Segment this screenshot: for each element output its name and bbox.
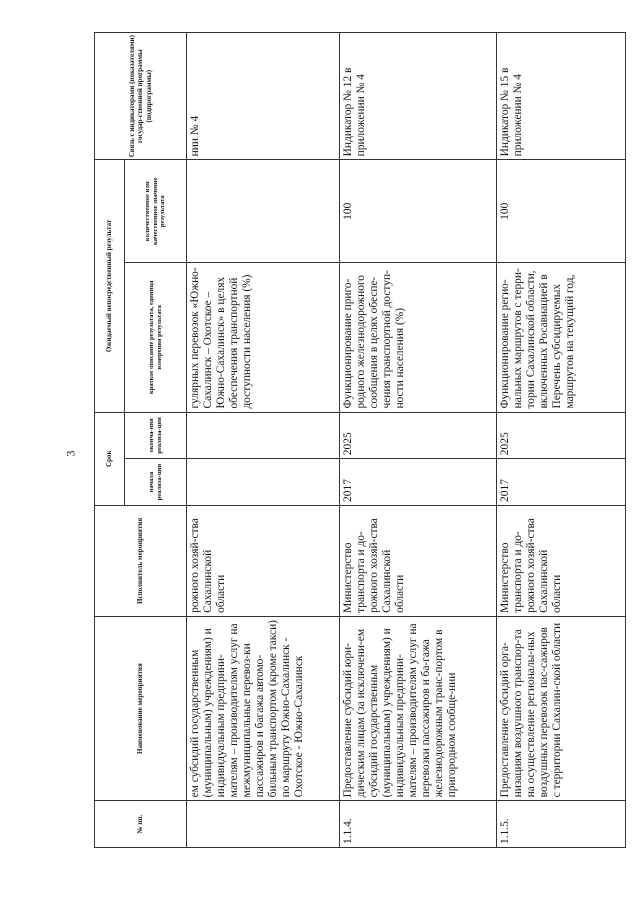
header-term-start: начала реализа-ции bbox=[125, 459, 187, 506]
cell-name: Предоставление субсидий орга-низациям воздушного транспор-та на осуществление регионалы-ных воздушных перевозок пас-сажиров с территории Сахалин-ской области bbox=[497, 616, 626, 800]
header-row-top bbox=[95, 33, 125, 848]
cell-result-desc: гулярных перевозок «Южно-Сахалинск – Охотское – Южно-Сахалинск» в целях обеспечения транспортной доступности населения (%) bbox=[187, 263, 340, 412]
table-row bbox=[187, 33, 340, 848]
header-name: Наименование мероприятия bbox=[95, 616, 187, 800]
measures-table bbox=[94, 32, 626, 848]
cell-executor: рожного хозяй-ства Сахалинской области bbox=[187, 505, 340, 616]
cell-start bbox=[187, 459, 340, 506]
header-term-end: оконча-ния реализа-ции bbox=[125, 412, 187, 459]
cell-num: 1.1.5. bbox=[497, 801, 626, 848]
cell-link: Индикатор № 15 в приложении № 4 bbox=[497, 33, 626, 160]
header-term: Срок bbox=[95, 412, 125, 505]
cell-name: ем субсидий государственным (муниципальным) учреждениям) и индивидуальным предприни-мателям – производителям услуг на межмуниципальные перевоз-ки пассажиров и багажа автомо-бильным транспортом (кроме такси) по маршруту Южно-Сахалинск - Охотское - Южно-Сахалинск bbox=[187, 616, 340, 800]
cell-num bbox=[187, 801, 340, 848]
cell-start: 2017 bbox=[340, 459, 497, 506]
table-row bbox=[497, 33, 626, 848]
cell-end: 2025 bbox=[340, 412, 497, 459]
landscape-table-frame bbox=[94, 32, 625, 848]
header-num: № пп. bbox=[95, 801, 187, 848]
header-executor: Исполнитель мероприятия bbox=[95, 505, 187, 616]
table-row bbox=[340, 33, 497, 848]
cell-end: 2025 bbox=[497, 412, 626, 459]
header-result: Ожидаемый непосредственный результат bbox=[95, 160, 125, 412]
cell-executor: Министерство транспорта и до-рожного хозяй-ства Сахалинской области bbox=[497, 505, 626, 616]
page-number: 3 bbox=[63, 450, 78, 457]
header-result-value: количественное или качественное значение результата bbox=[125, 160, 187, 263]
cell-result-value: 100 bbox=[497, 160, 626, 263]
cell-result-value bbox=[187, 160, 340, 263]
header-result-desc: краткое описание результата, единица измерения результата bbox=[125, 263, 187, 412]
cell-result-value: 100 bbox=[340, 160, 497, 263]
cell-result-desc: Функционирование регио-нальных маршрутов с терри-тории Сахалинской области, включенных Росавиацией в Перечень субсидируемых маршрутов на текущий год, bbox=[497, 263, 626, 412]
cell-result-desc: Функционирование приго-родного железнодорожного сообщения в целях обеспе-чения транспортной доступ-ности населения (%) bbox=[340, 263, 497, 412]
cell-link: Индикатор № 12 в приложении № 4 bbox=[340, 33, 497, 160]
cell-link: нии № 4 bbox=[187, 33, 340, 160]
header-link: Связь с индикаторами (показателями) государ-ственной программы (подпрограммы) bbox=[95, 33, 187, 160]
cell-num: 1.1.4. bbox=[340, 801, 497, 848]
cell-start: 2017 bbox=[497, 459, 626, 506]
rotated-table-container bbox=[94, 32, 625, 848]
cell-name: Предоставление субсидий юри-дическим лицам (за исключени-ем субсидий государственным (муниципальным) учреждениям) и индивидуальным предприни-мателям – производителям услуг на перевозки пассажиров и ба-гажа железнодорожным транс-портом в пригородном сообще-нии bbox=[340, 616, 497, 800]
cell-end bbox=[187, 412, 340, 459]
cell-executor: Министерство транспорта и до-рожного хозяй-ства Сахалинской области bbox=[340, 505, 497, 616]
